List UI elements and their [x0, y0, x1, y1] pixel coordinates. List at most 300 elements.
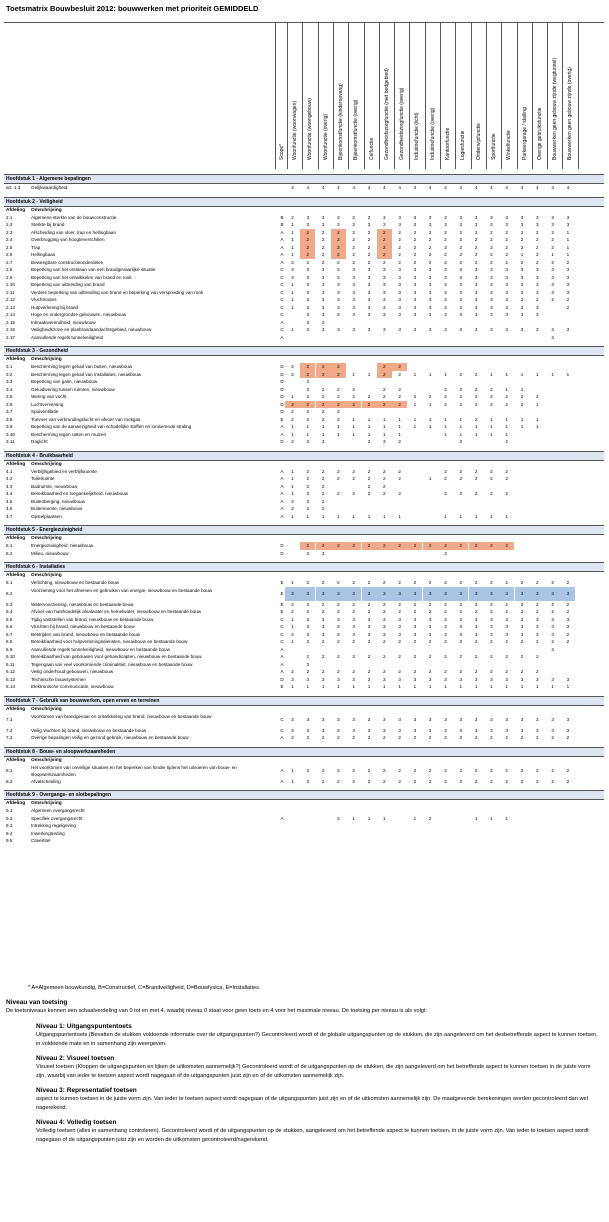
matrix-cell: 3	[490, 214, 493, 220]
matrix-cell: 1	[520, 371, 524, 377]
matrix-cell: 2	[505, 654, 508, 659]
subheader-omschrijving: Omschrijving	[31, 357, 62, 362]
article-description: Veilig vluchten bij brand, nieuwbouw en bestaande bouw	[31, 727, 147, 733]
matrix-cell: 2	[321, 669, 325, 674]
column-header-label: Bouwwerken geen gebouw zijnde (wegtunnel)	[552, 57, 559, 160]
table-row	[4, 401, 604, 409]
article-description: Inbraakwerendheid, nieuwbouw	[31, 319, 96, 325]
article-number: 4.5	[6, 498, 13, 504]
matrix-cell: 2	[352, 394, 355, 399]
matrix-cell: 1	[490, 424, 493, 429]
matrix-cell: 3	[352, 327, 355, 332]
matrix-cell	[545, 661, 560, 669]
matrix-cell: 2	[520, 259, 524, 265]
matrix-cell: 2	[398, 767, 401, 773]
matrix-cell: 2	[536, 735, 539, 740]
matrix-cell	[515, 378, 530, 386]
matrix-cell: 2	[383, 468, 386, 474]
table-row	[4, 214, 604, 222]
matrix-cell	[545, 408, 560, 416]
matrix-cell: 2	[490, 601, 493, 607]
column-header-cell	[397, 26, 408, 166]
matrix-cell: 3	[367, 631, 371, 637]
matrix-cell: 3	[321, 289, 325, 295]
matrix-cell: 4	[413, 185, 417, 190]
matrix-cell: 1	[337, 431, 340, 437]
matrix-cell: 2	[398, 259, 401, 265]
article-number: 9.3	[6, 823, 13, 828]
matrix-cell: 1	[505, 431, 508, 437]
table-row	[4, 438, 604, 446]
column-header-label: Winkelfunctie	[506, 130, 513, 160]
matrix-cell: 2	[444, 767, 447, 773]
matrix-cell: 2	[505, 252, 508, 257]
matrix-cell: 2	[337, 468, 340, 474]
matrix-cell: 2	[536, 244, 539, 250]
matrix-cell: 2	[566, 631, 570, 637]
matrix-cell: 2	[398, 237, 401, 242]
matrix-cell: 1	[352, 684, 355, 689]
matrix-cell: 1	[291, 244, 294, 250]
matrix-cell: 3	[291, 727, 294, 733]
matrix-cell	[515, 483, 530, 491]
matrix-cell: 2	[536, 394, 539, 399]
article-number: 4.3	[6, 483, 13, 489]
matrix-cell: 2	[551, 237, 554, 242]
matrix-cell: 3	[413, 624, 417, 629]
matrix-cell: 3	[474, 282, 478, 287]
matrix-cell: 2	[306, 639, 310, 644]
matrix-cell: 2	[321, 580, 325, 585]
matrix-cell: 3	[306, 304, 310, 310]
matrix-cell: 3	[367, 274, 371, 280]
matrix-cell	[469, 363, 484, 371]
article-description: Hoge en ondergrondse gebouwen, nieuwbouw	[31, 312, 127, 317]
matrix-cell: 2	[413, 580, 417, 585]
matrix-cell	[515, 334, 530, 342]
matrix-cell	[530, 438, 545, 446]
table-row	[4, 266, 604, 274]
column-header-cell	[382, 26, 393, 166]
matrix-cell: 3	[444, 289, 447, 295]
matrix-cell	[407, 363, 422, 371]
matrix-cell: 1	[505, 424, 508, 429]
scope-code: A	[280, 431, 284, 437]
matrix-cell: 1	[291, 491, 294, 496]
matrix-cell	[545, 837, 560, 845]
matrix-cell: 3	[428, 267, 432, 272]
matrix-cell: 2	[377, 542, 392, 550]
scope-code: D	[280, 394, 284, 399]
matrix-cell: 3	[459, 214, 463, 220]
matrix-cell	[438, 378, 453, 386]
article-description: Milieu, nieuwbouw	[31, 550, 69, 556]
table-row	[4, 221, 604, 229]
subheader-omschrijving: Omschrijving	[31, 536, 62, 541]
matrix-cell: 1	[566, 237, 570, 242]
matrix-cell: 2	[520, 609, 524, 614]
subheader-omschrijving: Omschrijving	[31, 801, 62, 806]
article-number: 6.10	[6, 654, 15, 659]
matrix-cell	[331, 822, 346, 830]
matrix-cell: 2	[413, 639, 417, 644]
matrix-cell	[530, 468, 545, 476]
matrix-cell: 3	[520, 267, 524, 272]
table-row	[4, 311, 604, 319]
column-header-cell	[504, 26, 515, 166]
matrix-cell: 3	[321, 616, 325, 622]
matrix-cell	[377, 837, 392, 845]
article-description: Energiezuinigheid, nieuwbouw	[31, 543, 94, 548]
matrix-cell: 2	[337, 601, 340, 607]
matrix-cell: 3	[505, 282, 508, 287]
matrix-cell: 3	[566, 327, 570, 332]
matrix-cell: 2	[444, 609, 447, 614]
matrix-cell: 3	[520, 624, 524, 629]
article-number: 7.2	[6, 727, 13, 733]
column-header-label: Kantoorfunctie	[445, 127, 451, 160]
matrix-cell: 2	[520, 297, 524, 302]
matrix-cell: 3	[459, 274, 463, 280]
article-number: 3.2	[6, 371, 13, 377]
matrix-body	[4, 174, 604, 845]
table-row	[4, 289, 604, 297]
matrix-cell	[316, 830, 331, 838]
matrix-cell: 2	[398, 654, 401, 659]
matrix-cell	[499, 319, 514, 327]
chapter-title: Hoofdstuk 6 - Installaties	[6, 564, 66, 570]
matrix-cell: 3	[536, 304, 539, 310]
matrix-cell: 3	[536, 631, 539, 637]
matrix-cell	[453, 378, 468, 386]
matrix-cell	[560, 378, 575, 386]
matrix-cell: 3	[505, 327, 508, 332]
column-header-label: Woonfunctie (woonwagen)	[292, 100, 298, 160]
matrix-cell: 1	[428, 371, 432, 377]
matrix-cell	[285, 822, 300, 830]
matrix-cell: 2	[337, 409, 340, 414]
scope-code: C	[280, 267, 284, 272]
article-number: 2.4	[6, 237, 13, 242]
article-number: 6.9	[6, 646, 13, 652]
matrix-cell: 2	[367, 767, 371, 773]
matrix-cell	[423, 661, 438, 669]
matrix-cell: 1	[428, 401, 432, 407]
matrix-cell: 2	[459, 654, 463, 659]
matrix-cell: 2	[352, 580, 355, 585]
matrix-cell: 2	[474, 394, 478, 399]
scope-header-label: Scope*	[279, 143, 285, 160]
matrix-cell: 2	[321, 229, 325, 235]
matrix-cell: 2	[321, 654, 325, 659]
matrix-cell: 1	[321, 431, 325, 437]
matrix-cell	[499, 334, 514, 342]
matrix-cell: 3	[428, 616, 432, 622]
matrix-cell: 3	[444, 312, 447, 317]
matrix-cell	[530, 363, 545, 371]
matrix-cell: 2	[316, 363, 331, 371]
matrix-cell	[560, 386, 575, 394]
article-number: 2.8	[6, 267, 13, 272]
subheader-omschrijving: Omschrijving	[31, 207, 62, 213]
matrix-cell: 1	[490, 416, 493, 422]
matrix-cell: 3	[352, 631, 355, 637]
chapter-header	[4, 197, 604, 207]
matrix-cell	[560, 483, 575, 491]
matrix-cell	[545, 542, 560, 550]
matrix-cell: 3	[413, 312, 417, 317]
matrix-cell: 1	[536, 371, 539, 377]
matrix-cell: 2	[474, 639, 478, 644]
matrix-cell: 3	[321, 727, 325, 733]
matrix-cell: 1	[566, 684, 570, 689]
table-row	[4, 668, 604, 676]
article-number: 4.6	[6, 506, 13, 511]
matrix-cell: 2	[438, 542, 453, 550]
matrix-cell: 2	[551, 580, 554, 585]
matrix-cell	[530, 837, 545, 845]
column-header-cell	[520, 26, 531, 166]
matrix-cell: 2	[566, 601, 570, 607]
article-description: Afvoer van huishoudelijk afvalwater en hemelwater, nieuwbouw en bestaande bouw	[31, 609, 202, 614]
matrix-cell	[469, 438, 484, 446]
matrix-cell	[530, 542, 545, 550]
matrix-cell: 3	[459, 267, 463, 272]
matrix-cell: 3	[367, 297, 371, 302]
table-row	[4, 371, 604, 379]
matrix-cell: 3	[505, 624, 508, 629]
matrix-cell: 3	[367, 716, 371, 722]
matrix-cell: 3	[490, 289, 493, 295]
matrix-cell: 2	[321, 409, 325, 414]
matrix-cell: 3	[306, 716, 310, 722]
matrix-cell: 4	[459, 185, 463, 190]
scope-code: C	[280, 297, 284, 302]
article-description: Algemeen overgangsrecht	[31, 808, 85, 813]
matrix-cell: 2	[321, 244, 325, 250]
matrix-cell: 2	[306, 476, 310, 481]
article-number: 2.14	[6, 312, 15, 317]
matrix-cell: 3	[428, 624, 432, 629]
article-number: 6.3	[6, 601, 13, 607]
matrix-cell	[423, 822, 438, 830]
table-row	[4, 676, 604, 684]
matrix-cell: 3	[352, 716, 355, 722]
matrix-cell: 3	[383, 327, 386, 332]
matrix-cell	[438, 815, 453, 823]
article-number: 6.2	[6, 590, 13, 596]
scope-code: A	[280, 319, 284, 325]
subheader-omschrijving: Omschrijving	[31, 706, 62, 712]
article-description: Badruimte, nieuwbouw	[31, 483, 78, 489]
article-number: 9.5	[6, 838, 13, 843]
matrix-cell	[392, 661, 407, 669]
matrix-cell: 2	[505, 767, 508, 773]
article-number: 3.6	[6, 401, 13, 407]
matrix-cell: 2	[383, 601, 386, 607]
matrix-cell: 2	[444, 669, 447, 674]
table-row	[4, 259, 604, 267]
matrix-cell: 2	[428, 815, 432, 821]
matrix-cell: 2	[331, 363, 346, 371]
matrix-cell: 3	[566, 616, 570, 622]
matrix-cell: 2	[459, 767, 463, 773]
matrix-cell: 1	[444, 424, 447, 429]
matrix-cell: 3	[383, 274, 386, 280]
matrix-cell: 3	[566, 624, 570, 629]
matrix-cell	[407, 468, 422, 476]
matrix-cell: 2	[551, 778, 554, 784]
matrix-cell	[499, 498, 514, 506]
matrix-cell: 3	[321, 214, 325, 220]
matrix-cell	[407, 837, 422, 845]
subheader-row	[4, 706, 604, 713]
matrix-cell	[484, 837, 499, 845]
matrix-cell: 2	[352, 669, 355, 674]
matrix-cell: 3	[505, 616, 508, 622]
matrix-cell: 3	[306, 327, 310, 332]
chapter-header	[4, 790, 604, 800]
chapter-title: Hoofdstuk 4 - Bruikbaarheid	[6, 452, 73, 459]
matrix-cell: 1	[520, 386, 524, 392]
scope-code: D	[280, 364, 284, 369]
table-row	[4, 616, 604, 624]
matrix-cell: 1	[306, 424, 310, 429]
matrix-cell	[515, 475, 530, 483]
matrix-cell: 2	[551, 639, 554, 644]
matrix-cell: 3	[428, 297, 432, 302]
matrix-cell: 3	[398, 327, 401, 332]
matrix-cell: 1	[337, 684, 340, 689]
column-header-label: Industriefunctie (overig)	[429, 107, 436, 160]
matrix-cell: 4	[490, 185, 493, 190]
matrix-cell: 3	[444, 267, 447, 272]
article-number: 9.1	[6, 808, 13, 813]
matrix-cell: 3	[367, 327, 371, 332]
matrix-cell	[438, 661, 453, 669]
subheader-row	[4, 461, 604, 468]
chapter-title: Hoofdstuk 2 - Veiligheid	[6, 198, 63, 205]
matrix-cell: 3	[505, 267, 508, 272]
scope-code: D	[280, 550, 284, 556]
matrix-cell	[560, 646, 575, 654]
matrix-cell: 2	[474, 416, 478, 422]
matrix-cell	[392, 408, 407, 416]
matrix-cell: 3	[383, 222, 386, 227]
matrix-cell	[438, 438, 453, 446]
matrix-cell	[346, 378, 361, 386]
matrix-cell	[560, 815, 575, 823]
matrix-cell: 2	[444, 401, 447, 407]
matrix-cell: 2	[444, 394, 447, 399]
article-description: Bescherming tegen geluid van buiten, nieuwbouw	[31, 364, 133, 369]
matrix-cell	[545, 498, 560, 506]
matrix-cell: 2	[490, 386, 493, 392]
chapter-title: Hoofdstuk 8 - Bouw- en sloopwerkzaamheden	[6, 748, 116, 755]
matrix-cell	[530, 408, 545, 416]
matrix-cell: 3	[474, 289, 478, 295]
matrix-cell	[438, 505, 453, 513]
niveau-title: Niveau van toetsing	[6, 999, 68, 1006]
matrix-cell: 2	[362, 542, 377, 550]
matrix-cell: 2	[291, 631, 294, 637]
matrix-cell: 3	[490, 222, 493, 227]
matrix-cell: 3	[352, 222, 355, 227]
matrix-cell	[515, 550, 530, 558]
article-number: 9.4	[6, 830, 13, 836]
subheader-omschrijving: Omschrijving	[31, 573, 62, 578]
matrix-cell	[545, 653, 560, 661]
column-divider	[562, 23, 563, 169]
matrix-cell: 3	[306, 319, 310, 325]
matrix-cell: 2	[398, 229, 401, 235]
matrix-cell: 2	[474, 371, 478, 377]
matrix-cell: 2	[459, 394, 463, 399]
matrix-cell: 1	[291, 580, 294, 585]
matrix-cell: 3	[444, 282, 447, 287]
matrix-cell: 2	[383, 580, 386, 585]
matrix-cell: 2	[300, 236, 315, 244]
table-row	[4, 281, 604, 289]
matrix-cell: 2	[377, 363, 392, 371]
matrix-cell: 3	[383, 312, 386, 317]
matrix-cell: 3	[367, 624, 371, 629]
matrix-cell: 2	[291, 498, 294, 504]
article-number: 4.7	[6, 513, 13, 519]
matrix-cell	[331, 830, 346, 838]
matrix-cell: 2	[291, 409, 294, 414]
matrix-cell: 4	[505, 185, 508, 190]
matrix-cell: 2	[392, 363, 407, 371]
matrix-cell	[285, 334, 300, 342]
article-number: 2.6	[6, 252, 13, 257]
column-header-cell	[428, 26, 439, 166]
matrix-cell: 3	[383, 624, 386, 629]
matrix-cell: 3	[551, 631, 554, 637]
matrix-cell: 3	[331, 587, 346, 601]
matrix-cell: 3	[551, 282, 554, 287]
matrix-cell	[560, 542, 575, 550]
table-row	[4, 807, 604, 815]
matrix-cell	[469, 408, 484, 416]
matrix-cell: 2	[337, 416, 340, 422]
matrix-cell	[484, 661, 499, 669]
table-row	[4, 830, 604, 838]
matrix-cell: 2	[428, 252, 432, 257]
matrix-cell: 2	[428, 669, 432, 674]
matrix-cell	[560, 505, 575, 513]
matrix-cell: 2	[300, 229, 315, 237]
matrix-cell	[484, 807, 499, 815]
table-row	[4, 416, 604, 424]
article-description: Algemene sterkte van de bouwconstructie	[31, 214, 117, 220]
matrix-cell: 3	[321, 716, 325, 722]
matrix-cell: 3	[383, 727, 386, 733]
matrix-cell: 2	[367, 654, 371, 659]
matrix-cell	[346, 822, 361, 830]
matrix-cell	[484, 378, 499, 386]
matrix-cell: 2	[505, 394, 508, 399]
matrix-cell: 3	[551, 222, 554, 227]
matrix-cell: 2	[337, 639, 340, 644]
matrix-cell: 2	[398, 491, 401, 496]
matrix-cell: 2	[291, 214, 294, 220]
matrix-cell: 2	[551, 601, 554, 607]
matrix-cell: 3	[383, 297, 386, 302]
matrix-cell	[530, 513, 545, 521]
column-header-label: Bijeenkomstfunctie (kinderopvang)	[337, 83, 344, 160]
matrix-cell	[331, 334, 346, 342]
